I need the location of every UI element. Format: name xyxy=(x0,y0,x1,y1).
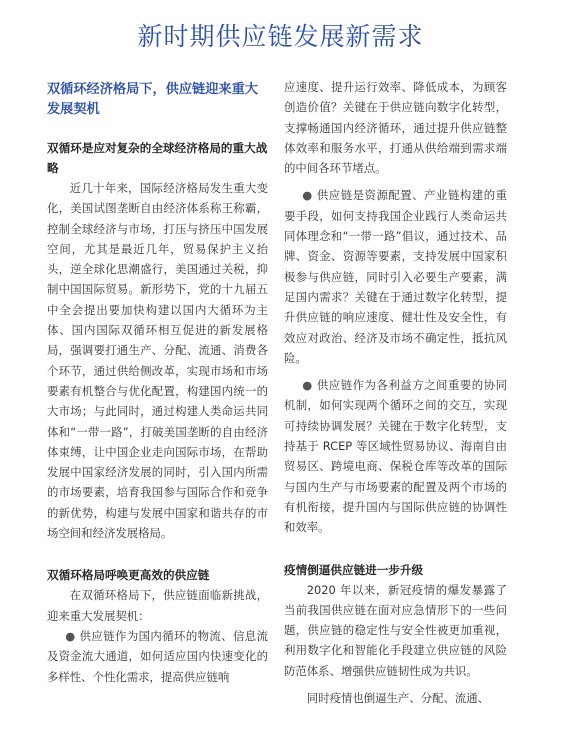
bullet-icon: ● xyxy=(65,628,80,643)
paragraph-pandemic-cont: 同时疫情也倒逼生产、分配、流通、 xyxy=(306,691,490,706)
bullet-item-2 xyxy=(284,185,507,368)
bullet-icon: ● xyxy=(302,188,317,203)
bullet-text-3: 供应链作为各利益方之间重要的协同机制，如何实现两个循环之间的交互，实现可持续协调发展？关键在于数字化转型，支持基于 RCEP 等区域性贸易协议、海南自由贸易区、跨境电商、保税仓库等改革的国际与国内生产与市场要素的配置及两个市场的有机衔接，提升国内与国际供应链的协调性和效率。 xyxy=(284,378,507,535)
section-heading: 双循环经济格局下，供应链迎来重大发展契机 xyxy=(47,82,258,117)
bullet-item-3 xyxy=(284,375,507,537)
page-title: 新时期供应链发展新需求 xyxy=(137,22,424,51)
paragraph-intro: 近几十年来，国际经济格局发生重大变化，美国试图垄断自由经济体系称王称霸，控制全球经济与市场，打压与挤压中国发展空间，尤其是最近几年，贸易保护主义抬头，逆全球化思潮盛行，美国通过关税，抑制中国国际贸易。新形势下，党的十九届五中全会提出要加快构建以国内大循环为主体、国内国际双循环相互促进的新发展格局，强调要打通生产、分配、流通、消费各个环节，通过供给侧改革，实现市场和市场要素有机整合与优化配置，构建国内统一的大市场；与此同时，通过构建人类命运共同体和“一带一路”，打破美国垄断的自由经济体束缚，让中国企业走向国际市场，在帮助发展中国家经济发展的同时，引入国内所需的市场要素，培育我国参与国际合作和竞争的新优势，构建与发展中国家和谐共存的市场空间和经济发展格局。 xyxy=(47,181,268,541)
bullet-item-1-continued: 应速度、提升运行效率、降低成本，为顾客创造价值？关键在于供应链向数字化转型，支撑畅通国内经济循环，通过提升供应链整体效率和服务水平，打通从供给端到需求端的中间各环节堵点。 xyxy=(284,80,507,176)
bullet-text-2: 供应链是资源配置、产业链构建的重要手段，如何支持我国企业践行人类命运共同体理念和“一带一路”倡议，通过技术、品牌、资金、资源等要素，支持发展中国家积极参与供应链，同时引入必要生产要素，满足国内需求？关键在于通过数字化转型，提升供应链的响应速度、健壮性及安全性，有效应对政治、经济及市场不确定性，抵抗风险。 xyxy=(284,188,507,365)
paragraph-pandemic: 2020 年以来，新冠疫情的爆发暴露了当前我国供应链在面对应急情形下的一些问题，供应链的稳定性与安全性被更加重视，利用数字化和智能化手段建立供应链的风险防范体系、增强供应链韧性成为共识。 xyxy=(284,582,507,678)
right-column xyxy=(284,77,507,708)
subheading-pandemic: 疫情倒逼供应链进一步升级 xyxy=(284,562,424,577)
bullet-icon: ● xyxy=(302,378,317,393)
bullet-item-1 xyxy=(47,626,268,687)
subheading-efficient-supply-chain: 双循环格局呼唤更高效的供应链 xyxy=(47,568,210,583)
left-column xyxy=(47,76,268,687)
subheading-dual-circulation: 双循环是应对复杂的全球经济格局的重大战略 xyxy=(47,141,268,175)
paragraph-challenges: 在双循环格局下，供应链面临新挑战，迎来重大发展契机： xyxy=(47,588,268,623)
bullet-text-1: 供应链作为国内循环的物流、信息流及资金流大通道，如何适应国内快速变化的多样性、个性化需求，提高供应链响 xyxy=(47,628,268,684)
